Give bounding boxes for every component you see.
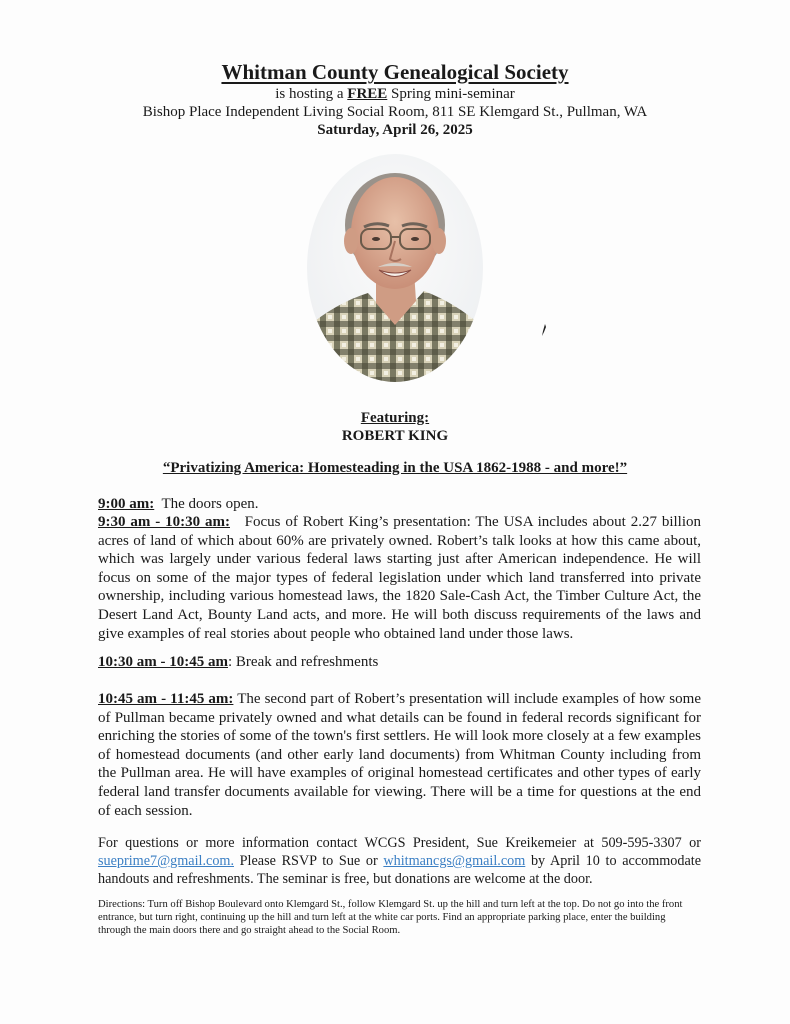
contact-text: Please RSVP to Sue or bbox=[234, 853, 384, 869]
email-link-society[interactable]: whitmancgs@gmail.com bbox=[383, 853, 526, 869]
event-date: Saturday, April 26, 2025 bbox=[317, 122, 473, 138]
talk-title: “Privatizing America: Homesteading in the USA 1862-1988 - and more!” bbox=[162, 460, 628, 476]
schedule-description: Focus of Robert King’s presentation: The USA includes about 2.27 billion acres of land of which about 60% are privately owned. Robert’s talk looks at how this came about, which was largely under various federal laws starting just after American independence. He will focus on some of the major types of federal legislation under which land transferred into private ownership, including various homestead laws, the 1820 Sale-Cash Act, the Timber Culture Act, the Desert Land Act, Bounty Land acts, and more. He will both discuss requirements of the laws and give examples of real stories about people who obtained land under those laws. bbox=[98, 514, 701, 642]
organization-title: Whitman County Genealogical Society bbox=[221, 60, 569, 84]
schedule-description: Break and refreshments bbox=[235, 654, 379, 670]
speaker-name: ROBERT KING bbox=[341, 428, 449, 444]
event-location: Bishop Place Independent Living Social Room, 811 SE Klemgard St., Pullman, WA bbox=[142, 104, 648, 120]
schedule-separator: : bbox=[227, 654, 236, 670]
schedule-description: The doors open. bbox=[161, 496, 259, 512]
hosting-line bbox=[0, 85, 790, 103]
featuring-block bbox=[0, 409, 790, 445]
featuring-label: Featuring: bbox=[360, 410, 430, 426]
hosting-prefix: is hosting a bbox=[275, 86, 348, 102]
schedule-time: 9:30 am - 10:30 am: bbox=[98, 514, 230, 530]
schedule-item bbox=[98, 653, 701, 672]
contact-info bbox=[98, 834, 701, 888]
speaker-photo bbox=[306, 153, 484, 383]
flyer-header bbox=[0, 59, 790, 139]
schedule-item bbox=[98, 513, 701, 643]
contact-text: by April 10 to accommodate handouts and refreshments. The seminar is free, but donations are welcome at the door. bbox=[98, 853, 702, 887]
free-label: FREE bbox=[347, 86, 388, 102]
stray-ink-mark-icon bbox=[541, 323, 547, 337]
schedule-item bbox=[98, 690, 701, 820]
schedule-separator bbox=[230, 514, 245, 530]
email-link-president[interactable]: sueprime7@gmail.com. bbox=[98, 853, 234, 869]
hosting-suffix: Spring mini-seminar bbox=[387, 86, 515, 102]
speaker-portrait-icon bbox=[306, 153, 484, 383]
schedule-time: 9:00 am: bbox=[98, 496, 155, 512]
directions-text: Directions: Turn off Bishop Boulevard onto Klemgard St., follow Klemgard St. up the hill and turn left at the top. Do not go into the front entrance, but turn right, continuing up the hill and turn left at the white car ports. Find an appropriate parking place, enter the building through the main doors there and go straight ahead to the Social Room. bbox=[98, 899, 683, 937]
schedule-description: The second part of Robert’s presentation will include examples of how some of Pullman became privately owned and what details can be found in federal records significant for enriching the stories of some of the town's first settlers. He will look more closely at a few examples of homestead documents (and other early land documents) from Whitman County including from the Pullman area. He will have examples of original homestead certificates and other types of early federal land transfer documents available for viewing. There will be a time for questions at the end of each session. bbox=[98, 691, 701, 819]
contact-text: For questions or more information contact WCGS President, Sue Kreikemeier at 509-595-3307 or bbox=[98, 835, 701, 851]
schedule-item bbox=[98, 495, 701, 514]
schedule-time: 10:45 am - 11:45 am: bbox=[98, 691, 234, 707]
schedule-time: 10:30 am - 10:45 am bbox=[98, 654, 228, 670]
